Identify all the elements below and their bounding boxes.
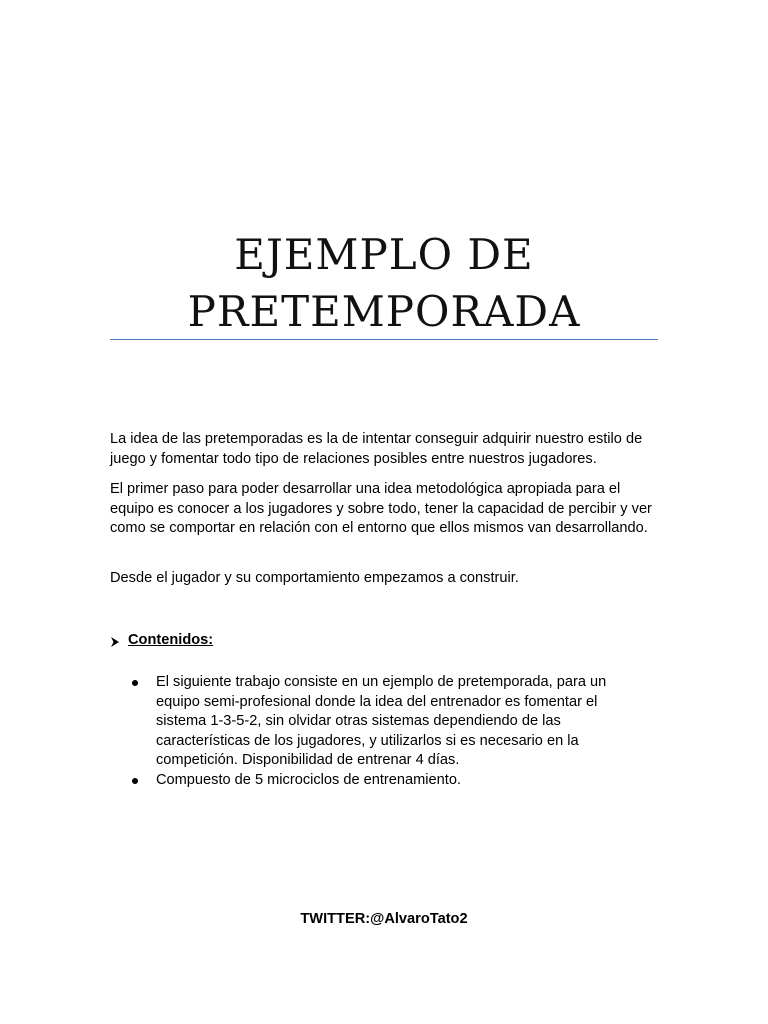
construct-paragraph: Desde el jugador y su comportamiento empezamos a construir. (110, 570, 519, 586)
page-title (110, 226, 658, 340)
bullet-icon (132, 778, 138, 784)
twitter-handle: TWITTER:@AlvaroTato2 (300, 911, 468, 927)
list-item-text: Compuesto de 5 microciclos de entrenamiento. (156, 771, 462, 788)
arrow-right-icon (110, 635, 120, 647)
list-item (130, 673, 650, 771)
bullet-icon (132, 680, 138, 686)
section-heading (110, 631, 213, 651)
title-underline-rule (110, 339, 658, 340)
title-line-1: EJEMPLO DE (234, 230, 534, 279)
intro-paragraph: La idea de las pretemporadas es la de intentar conseguir adquirir nuestro estilo de juego y fomentar todo tipo de relaciones posibles entre nuestros jugadores. (110, 431, 643, 467)
section-label: Contenidos: (128, 632, 214, 648)
list-item (130, 771, 650, 791)
title-line-2: PRETEMPORADA (187, 287, 581, 336)
contents-list (130, 673, 650, 790)
method-paragraph: El primer paso para poder desarrollar una idea metodológica apropiada para el equipo es conocer a los jugadores y sobre todo, tener la capacidad de percibir y ver como se comportar en relación con el entorno que ellos mismos van desarrollando. (110, 481, 652, 536)
list-item-text: El siguiente trabajo consiste en un ejemplo de pretemporada, para un equipo semi-profesional donde la idea del entrenador es fomentar el sistema 1-3-5-2, sin olvidar otras sistemas dependiendo de las características de los jugadores, y utilizarlos si es necesario en la competición. Disponibilidad de entrenar 4 días. (156, 674, 607, 768)
